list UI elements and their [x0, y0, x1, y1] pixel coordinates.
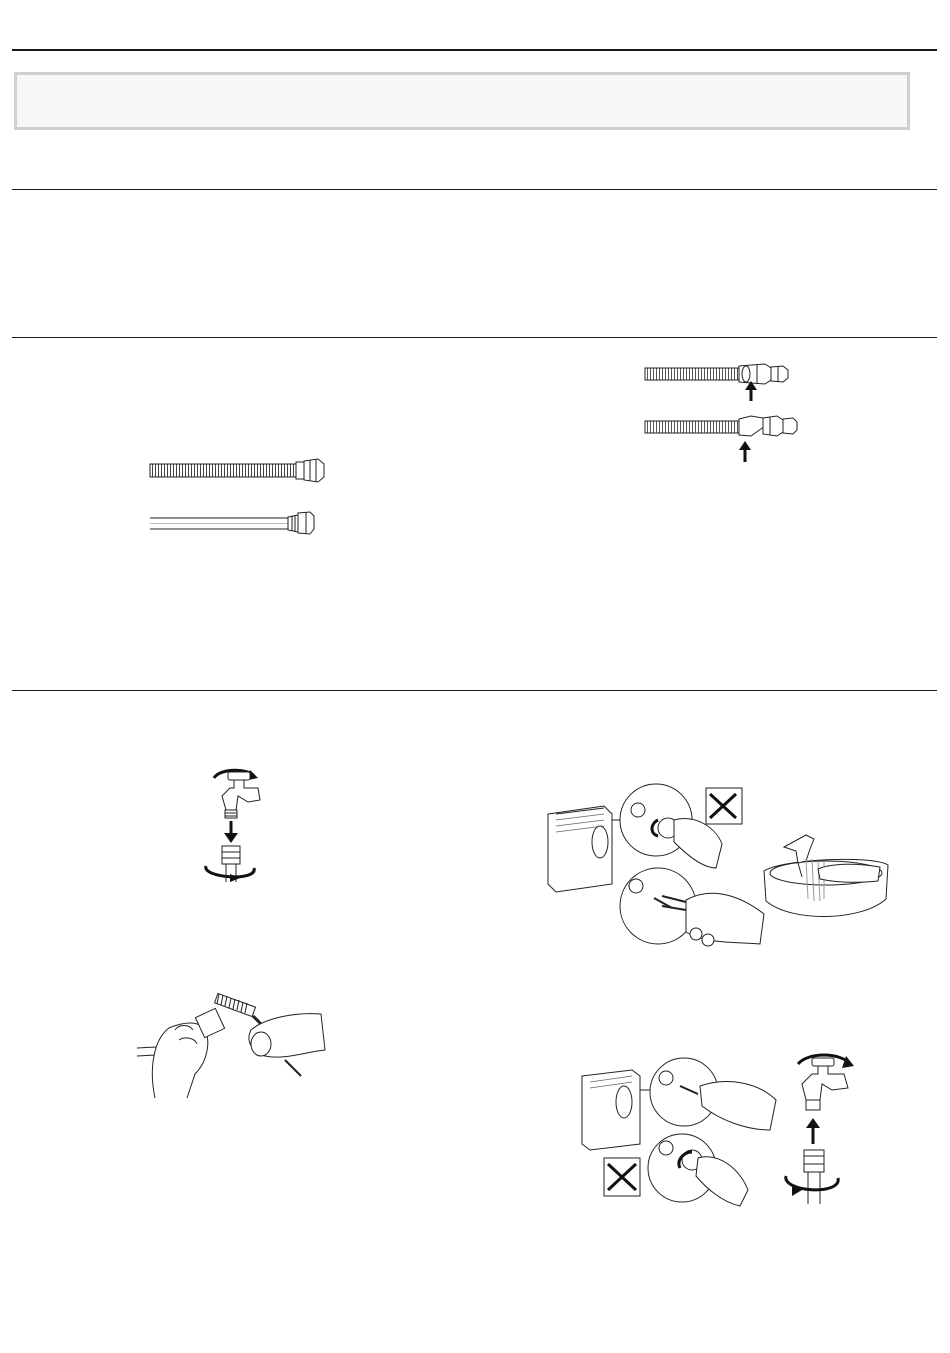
section-divider-2 [12, 337, 937, 338]
section-divider-1 [12, 189, 937, 190]
banner-title-box [14, 72, 910, 130]
tap-unscrew-icon [200, 766, 275, 886]
hose-pair-icon [148, 455, 328, 540]
top-rule [12, 49, 937, 51]
sink-rinse-icon [762, 829, 892, 924]
section-divider-3 [12, 690, 937, 691]
brush-filter-icon [135, 990, 335, 1102]
washer-reinstall-icon [580, 1040, 870, 1210]
hose-connector-arrow-icon [643, 356, 803, 468]
washer-filter-pliers-icon [546, 784, 771, 954]
